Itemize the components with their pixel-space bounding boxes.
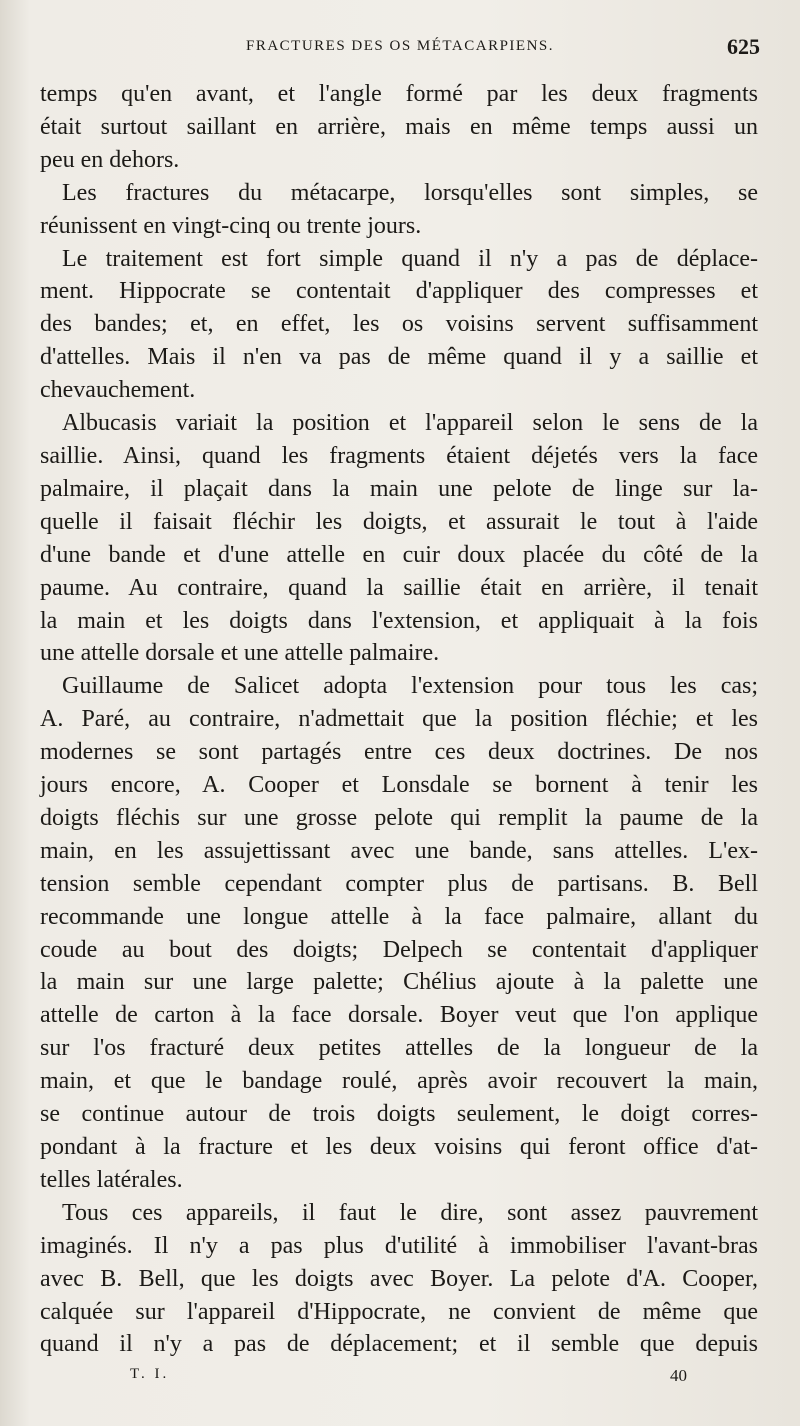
text-line: des bandes; et, en effet, les os voisins servent suffisamment (40, 311, 758, 338)
signature-mark: T. I. (130, 1366, 170, 1382)
text-line: tension semble cependant compter plus de partisans. B. Bell (40, 870, 758, 897)
text-line: Le traitement est fort simple quand il n'y a pas de déplace- (62, 245, 758, 272)
page-footer (40, 1366, 760, 1390)
text-line: d'une bande et d'une attelle en cuir doux placée du côté de la (40, 541, 758, 568)
paragraph-6 (40, 1197, 758, 1362)
text-line: temps qu'en avant, et l'angle formé par les deux fragments (40, 81, 758, 107)
text-line: doigts fléchis sur une grosse pelote qui remplit la paume de la (40, 804, 758, 831)
page-number: 625 (727, 34, 760, 59)
text-line: chevauchement. (40, 377, 196, 404)
text-line: recommande une longue attelle à la face palmaire, allant du (40, 903, 758, 930)
text-line: avec B. Bell, que les doigts avec Boyer. La pelote d'A. Cooper, (40, 1265, 758, 1292)
text-line: main, et que le bandage roulé, après avoir recouvert la main, (40, 1068, 758, 1095)
text-line: main, en les assujettissant avec une bande, sans attelles. L'ex- (40, 837, 758, 864)
text-line: ment. Hippocrate se contentait d'appliquer des compresses et (40, 278, 758, 305)
body-text (40, 78, 758, 1361)
paragraph-3 (40, 243, 758, 408)
text-line: réunissent en vingt-cinq ou trente jours. (40, 212, 422, 239)
text-line: quelle il faisait fléchir les doigts, et assurait le tout à l'aide (40, 508, 758, 535)
signature-number: 40 (670, 1366, 687, 1385)
text-line: paume. Au contraire, quand la saillie était en arrière, il tenait (40, 574, 758, 601)
text-line: la main sur une large palette; Chélius ajoute à la palette une (40, 969, 758, 996)
text-line: était surtout saillant en arrière, mais en même temps aussi un (40, 113, 758, 140)
text-line: telles latérales. (40, 1166, 183, 1193)
paragraph-2 (40, 177, 758, 243)
text-line: peu en dehors. (40, 146, 180, 173)
text-line: attelle de carton à la face dorsale. Boyer veut que l'on applique (40, 1002, 758, 1029)
text-line: pondant à la fracture et les deux voisins qui feront office d'at- (40, 1134, 758, 1160)
text-line: une attelle dorsale et une attelle palmaire. (40, 640, 440, 667)
text-line: saillie. Ainsi, quand les fragments étaient déjetés vers la face (40, 442, 758, 469)
paragraph-1 (40, 78, 758, 177)
text-line: Albucasis variait la position et l'appareil selon le sens de la (62, 410, 758, 437)
text-line: Guillaume de Salicet adopta l'extension pour tous les cas; (62, 673, 758, 700)
paragraph-5 (40, 670, 758, 1197)
paragraph-4 (40, 407, 758, 670)
text-line: calquée sur l'appareil d'Hippocrate, ne convient de même que (40, 1298, 758, 1325)
text-line: jours encore, A. Cooper et Lonsdale se bornent à tenir les (40, 772, 758, 799)
running-title: FRACTURES DES OS MÉTACARPIENS. (245, 38, 554, 54)
text-line: A. Paré, au contraire, n'admettait que la position fléchie; et les (40, 706, 758, 733)
text-line: coude au bout des doigts; Delpech se contentait d'appliquer (40, 936, 758, 963)
text-line: d'attelles. Mais il n'en va pas de même quand il y a saillie et (40, 344, 758, 371)
text-line: quand il n'y a pas de déplacement; et il semble que depuis (40, 1331, 758, 1358)
text-line: Tous ces appareils, il faut le dire, sont assez pauvrement (62, 1199, 758, 1226)
text-line: imaginés. Il n'y a pas plus d'utilité à immobiliser l'avant-bras (40, 1232, 758, 1259)
running-head (40, 34, 760, 64)
text-line: palmaire, il plaçait dans la main une pelote de linge sur la- (40, 475, 758, 502)
text-line: se continue autour de trois doigts seulement, le doigt corres- (40, 1101, 758, 1128)
text-line: modernes se sont partagés entre ces deux doctrines. De nos (40, 739, 758, 766)
text-line: sur l'os fracturé deux petites attelles de la longueur de la (40, 1035, 758, 1062)
text-line: la main et les doigts dans l'extension, et appliquait à la fois (40, 607, 758, 634)
text-line: Les fractures du métacarpe, lorsqu'elles sont simples, se (62, 179, 758, 206)
